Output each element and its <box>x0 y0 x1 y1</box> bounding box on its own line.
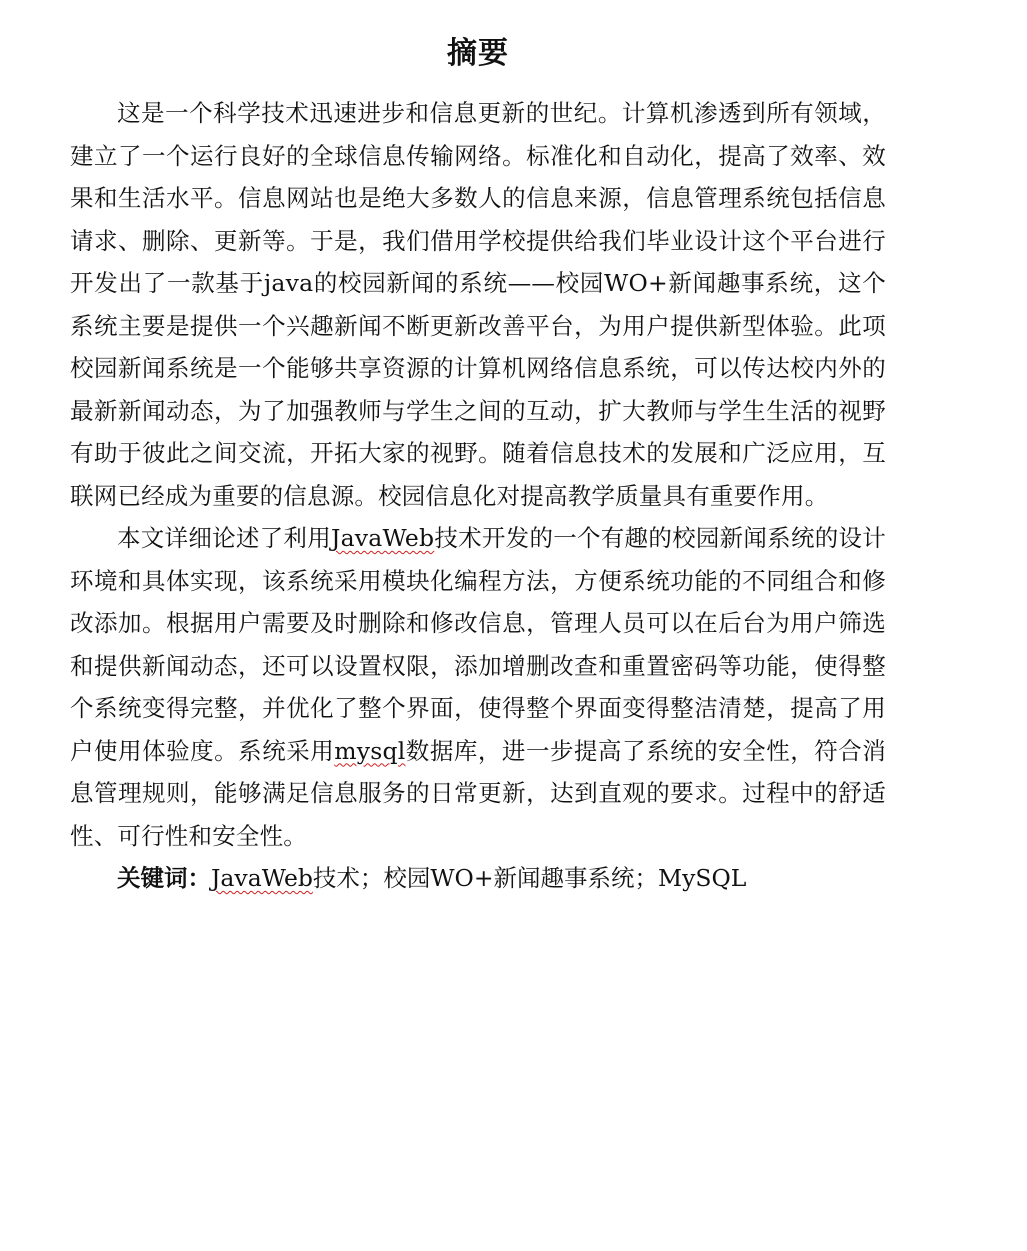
paragraph-2-text-a: 本文详细论述了利用 <box>117 524 331 552</box>
abstract-paragraph-1 <box>70 92 886 517</box>
abstract-paragraph-2 <box>70 517 886 857</box>
keywords-line <box>70 857 886 900</box>
spellcheck-javaweb: JavaWeb <box>330 524 435 552</box>
page-title: 摘要 <box>447 36 509 71</box>
keywords-rest: 技术；校园WO+新闻趣事系统；MySQL <box>312 864 747 892</box>
keywords-label: 关键词： <box>117 864 211 892</box>
spellcheck-mysql: mysql <box>334 736 406 765</box>
paragraph-2-text-c: 数据库，进一步提高了系统的安全性，符合消息管理规则，能够满足信息服务的日常更新，达到直观的要求。过程中的舒适性、可行性和安全性。 <box>70 736 887 850</box>
keyword-javaweb: JavaWeb <box>211 864 313 892</box>
paragraph-2-text-b: 技术开发的一个有趣的校园新闻系统的设计环境和具体实现，该系统采用模块化编程方法，方便系统功能的不同组合和修改添加。根据用户需要及时删除和修改信息，管理人员可以在后台为用户筛选和提供新闻动态，还可以设置权限，添加增删改查和重置密码等功能，使得整个系统变得完整，并优化了整个界面，使得整个界面变得整洁清楚，提高了用户使用体验度。系统采用 <box>70 524 886 765</box>
paragraph-1-text: 这是一个科学技术迅速进步和信息更新的世纪。计算机渗透到所有领域，建立了一个运行良好的全球信息传输网络。标准化和自动化，提高了效率、效果和生活水平。信息网站也是绝大多数人的信息来源，信息管理系统包括信息请求、删除、更新等。于是，我们借用学校提供给我们毕业设计这个平台进行开发出了一款基于java的校园新闻的系统——校园WO+新闻趣事系统，这个系统主要是提供一个兴趣新闻不断更新改善平台，为用户提供新型体验。此项校园新闻系统是一个能够共享资源的计算机网络信息系统，可以传达校内外的最新新闻动态，为了加强教师与学生之间的互动，扩大教师与学生生活的视野有助于彼此之间交流，开拓大家的视野。随着信息技术的发展和广泛应用，互联网已经成为重要的信息源。校园信息化对提高教学质量具有重要作用。 <box>70 99 886 510</box>
document-page <box>70 30 886 900</box>
